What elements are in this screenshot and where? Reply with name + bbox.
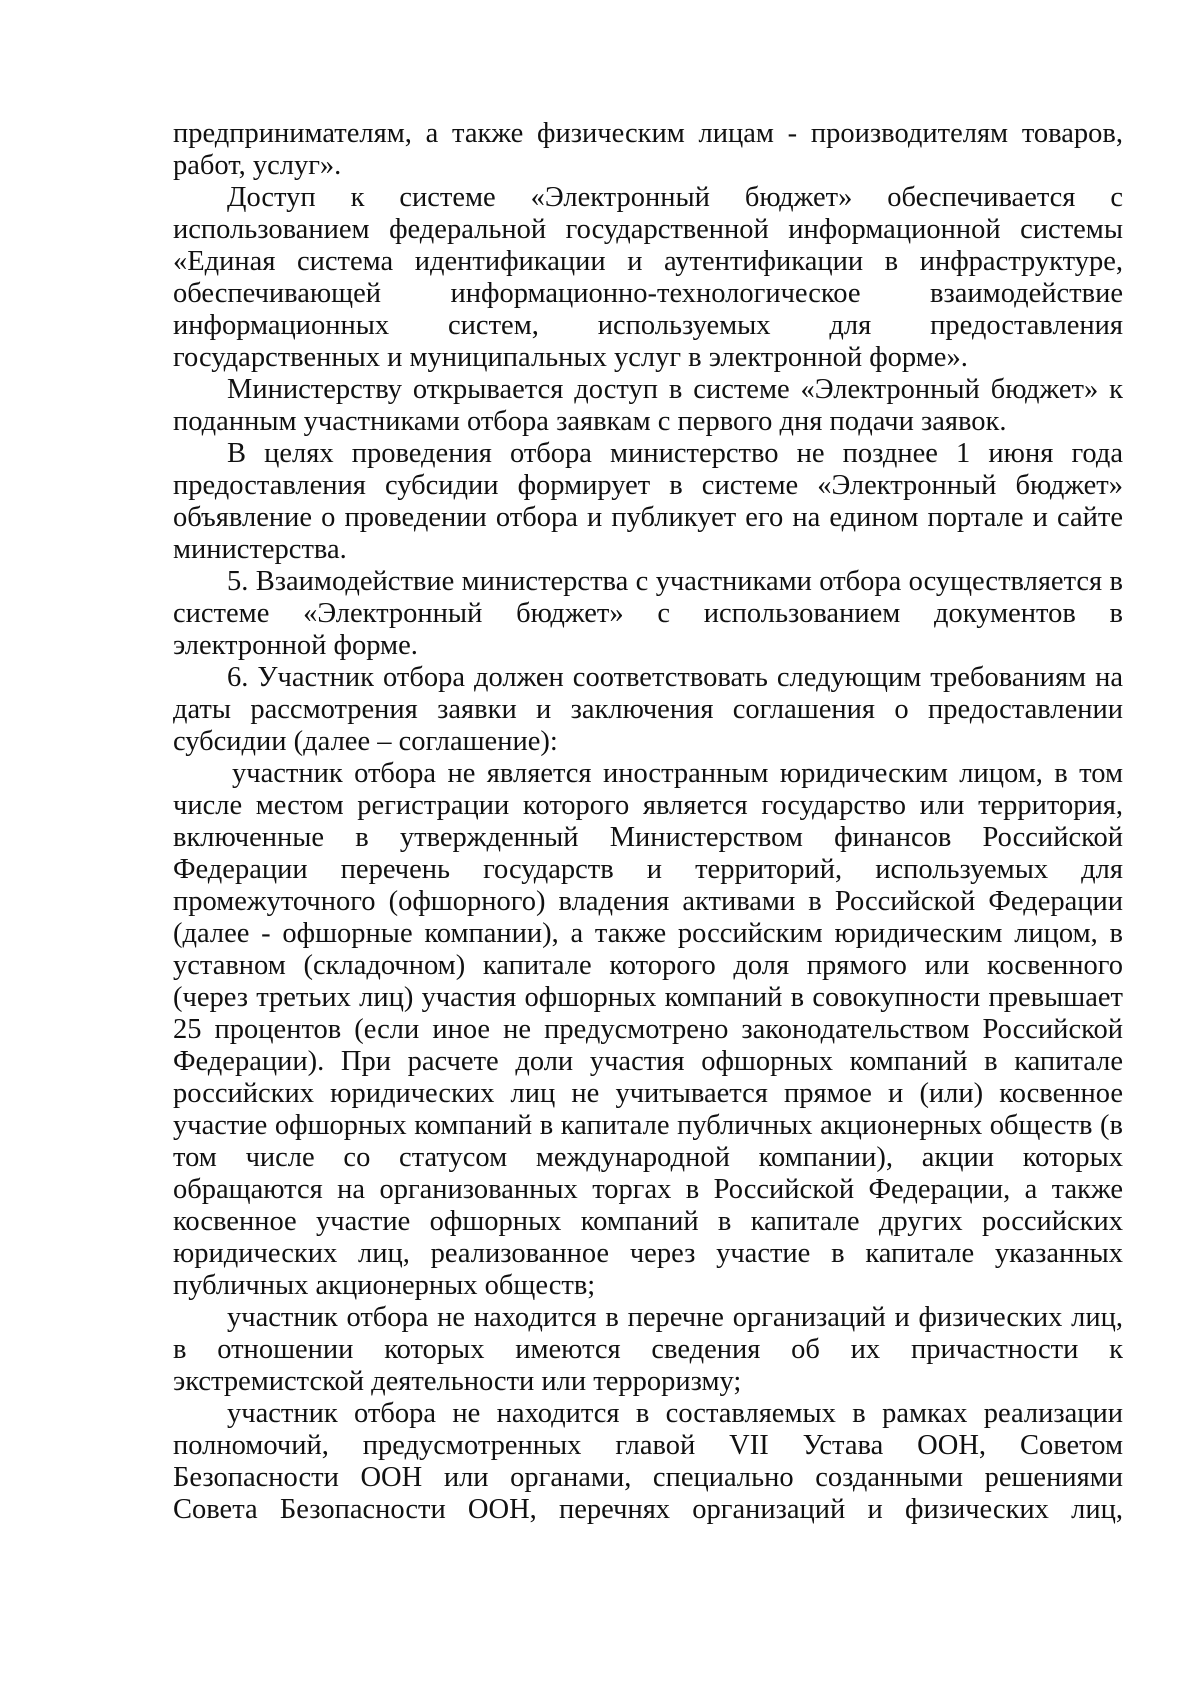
paragraph-continuation: предпринимателям, а также физическим лицам - производителям товаров, работ, услуг». bbox=[173, 118, 1123, 181]
paragraph-requirement-offshore: участник отбора не является иностранным юридическим лицом, в том числе местом регистрации которого является государство или территория, включенные в утвержденный Министерством финансов Российской Федерации перечень государств и территорий, используемых для промежуточного (офшорного) владения активами в Российской Федерации (далее - офшорные компании), а также российским юридическим лицом, в уставном (складочном) капитале которого доля прямого или косвенного (через третьих лиц) участия офшорных компаний в совокупности превышает 25 процентов (если иное не предусмотрено законодательством Российской Федерации). При расчете доли участия офшорных компаний в капитале российских юридических лиц не учитывается прямое и (или) косвенное участие офшорных компаний в капитале публичных акционерных обществ (в том числе со статусом международной компании), акции которых обращаются на организованных торгах в Российской Федерации, а также косвенное участие офшорных компаний в капитале других российских юридических лиц, реализованное через участие в капитале указанных публичных акционерных обществ; bbox=[173, 758, 1123, 1301]
document-body bbox=[173, 118, 1123, 1526]
paragraph-requirement-extremism: участник отбора не находится в перечне организаций и физических лиц, в отношении которых имеются сведения об их причастности к экстремистской деятельности или терроризму; bbox=[173, 1302, 1123, 1397]
paragraph-selection-announcement: В целях проведения отбора министерство не позднее 1 июня года предоставления субсидии формирует в системе «Электронный бюджет» объявление о проведении отбора и публикует его на едином портале и сайте министерства. bbox=[173, 438, 1123, 565]
paragraph-electronic-budget-access: Доступ к системе «Электронный бюджет» обеспечивается с использованием федеральной государственной информационной системы «Единая система идентификации и аутентификации в инфраструктуре, обеспечивающей информационно-технологическое взаимодействие информационных систем, используемых для предоставления государственных и муниципальных услуг в электронной форме». bbox=[173, 182, 1123, 373]
paragraph-item-5: 5. Взаимодействие министерства с участниками отбора осуществляется в системе «Электронный бюджет» с использованием документов в электронной форме. bbox=[173, 566, 1123, 661]
paragraph-ministry-access: Министерству открывается доступ в системе «Электронный бюджет» к поданным участниками отбора заявкам с первого дня подачи заявок. bbox=[173, 374, 1123, 437]
paragraph-item-6: 6. Участник отбора должен соответствовать следующим требованиям на даты рассмотрения заявки и заключения соглашения о предоставлении субсидии (далее – соглашение): bbox=[173, 662, 1123, 757]
paragraph-requirement-un-lists: участник отбора не находится в составляемых в рамках реализации полномочий, предусмотренных главой VII Устава ООН, Советом Безопасности ООН или органами, специально созданными решениями Совета Безопасности ООН, перечнях организаций и физических лиц, bbox=[173, 1398, 1123, 1525]
